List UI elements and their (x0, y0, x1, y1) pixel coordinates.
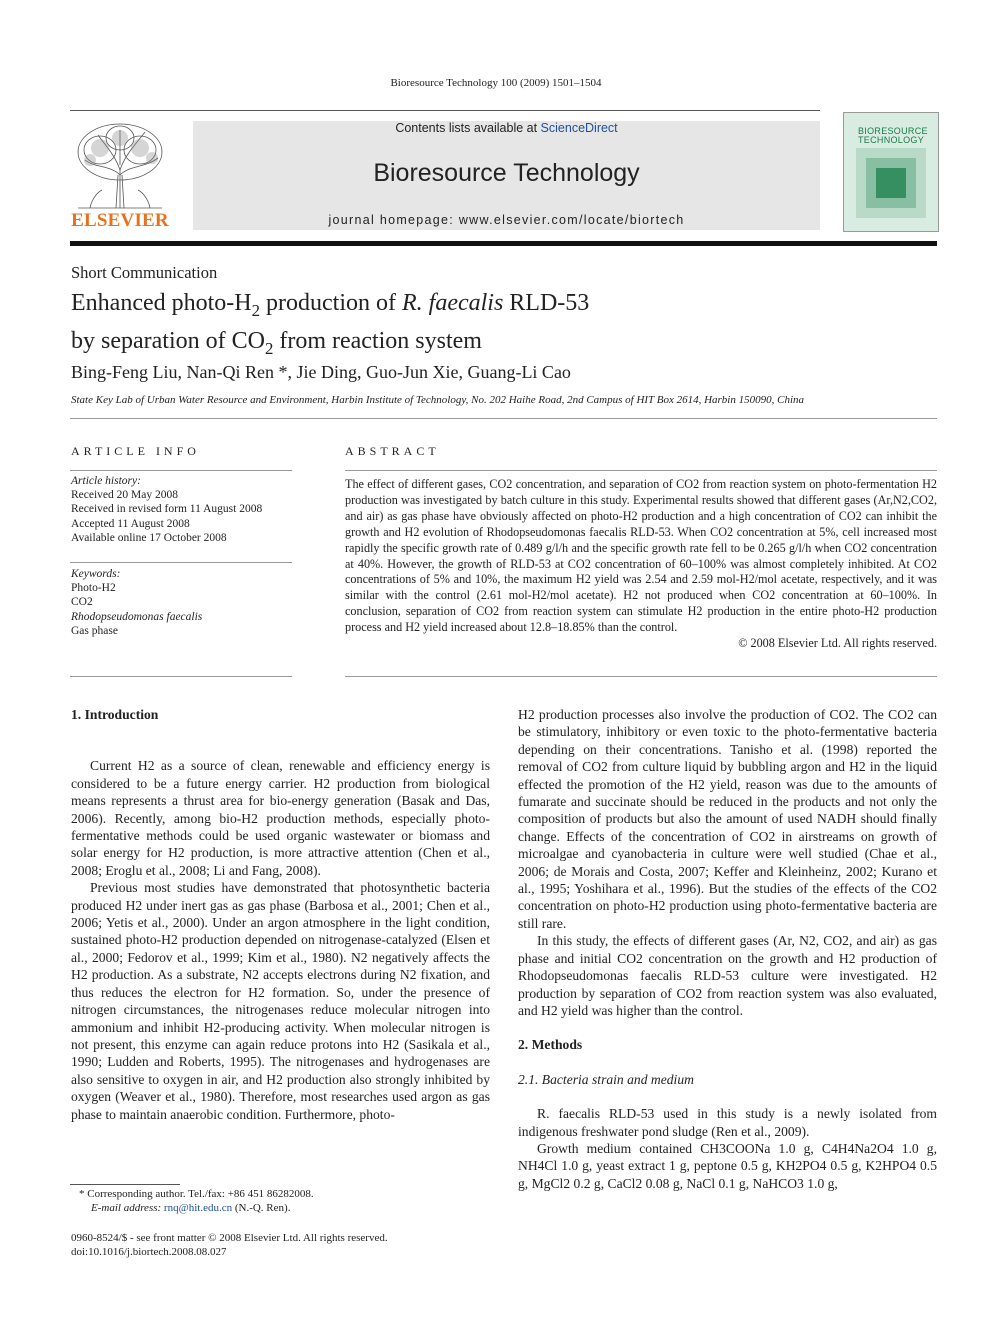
affiliation: State Key Lab of Urban Water Resource and Environment, Harbin Institute of Technology, No. 202 Haihe Road, 2nd Campus of HIT Box 2614, Harbin 150090, China (71, 394, 804, 406)
divider (70, 470, 292, 471)
cover-title: BIORESOURCE TECHNOLOGY (858, 126, 928, 145)
article-type: Short Communication (71, 263, 218, 282)
keyword: Photo-H2 (71, 582, 116, 595)
paragraph: Current H2 as a source of clean, renewable and efficiency energy is considered to be a future energy carrier. H2 production from biological means represents a thrust area for bio-energy generation (Basak and Das, 2006). Recently, among bio-H2 production methods, especially photo-fermentative methods could be used organic wastewater or biomass and solar energy for H2 production, is more attractive attention (Chen et al., 2008; Eroglu et al., 2008; Li and Fang, 2008). (71, 758, 490, 878)
email-link[interactable]: rnq@hit.edu.cn (163, 1202, 233, 1214)
contents-prefix: Contents lists available at (395, 121, 541, 135)
keyword: CO2 (71, 596, 93, 609)
journal-homepage[interactable]: journal homepage: www.elsevier.com/locate/biortech (328, 213, 685, 227)
sciencedirect-link[interactable]: ScienceDirect (540, 121, 618, 135)
footnote-rule (70, 1184, 180, 1185)
divider (70, 418, 937, 419)
article-title: Enhanced photo-$H_2$ production of R. faecalis RLD-53 by separation of $CO_2$ from reaction system (71, 290, 590, 358)
paragraph: Growth medium contained CH3COONa 1.0 g, C4H4Na2O4 1.0 g, NH4Cl 1.0 g, yeast extract 1 g, peptone 0.5 g, KH2PO4 0.5 g, K2HPO4 0.5 g, MgCl2 0.2 g, CaCl2 0.08 g, NaCl 0.1 g, NaHCO3 1.0 g, (518, 1140, 937, 1191)
elsevier-logo (70, 120, 170, 232)
paragraph: R. faecalis RLD-53 used in this study is a newly isolated from indigenous freshwater pond sludge (Ren et al., 2009). (518, 1106, 937, 1139)
abstract-body (345, 477, 937, 652)
body-column-left (71, 706, 490, 1123)
journal-cover-image (843, 112, 939, 232)
article-history: Article history: Received 20 May 2008 Received in revised form 11 August 2008 Accepted 11 August 2008 Available online 17 October 2008 (71, 475, 263, 544)
tree-icon (70, 120, 170, 212)
issn-block (71, 1231, 388, 1259)
journal-reference: Bioresource Technology 100 (2009) 1501–1504 (390, 77, 602, 89)
divider (70, 562, 292, 563)
abstract-text: The effect of different gases, CO2 concentration, and separation of CO2 from reaction system on photo-fermentation H2 production was investigated by batch culture in this study. Experimental results showed that different gases (Ar,N2,CO2, and air) as gas phase have obviously affected on photo-H2 production and a high concentration of CO2 can inhibit the growth and H2 evolution of Rhodopseudomonas faecalis RLD-53. When CO2 concentration at 5%, cell increased most rapidly the specific growth rate of 0.489 g/l/h and the specific growth rate fell to be 0.265 g/l/h when CO2 concentration at 40%. However, the growth of RLD-53 at CO2 concentration of 60–100% was almost completely inhibited. At CO2 concentrations of 5% and 10%, the maximum H2 yield was 2.54 and 2.59 mol-H2/mol acetate, respectively, and it was similar with the control (2.61 mol-H2/mol acetate). H2 not produced when CO2 concentration at 60–100%. In conclusion, separation of CO2 from reaction system can stimulate H2 production in the entire photo-H2 production process and H2 yield increased about 12.8–18.85% than the control. (345, 477, 937, 635)
header-rule (70, 110, 820, 111)
abstract-heading: ABSTRACT (345, 444, 440, 458)
journal-banner (193, 121, 820, 230)
divider (345, 470, 937, 471)
article-info-heading: ARTICLE INFO (71, 444, 200, 458)
header-thick-rule (70, 241, 937, 246)
keywords: Keywords: Photo-H2 CO2 Rhodopseudomonas faecalis Gas phase (71, 568, 203, 637)
paragraph: In this study, the effects of different gases (Ar, N2, CO2, and air) as gas phase and initial CO2 concentration on the growth and H2 production of Rhodopseudomonas faecalis RLD-53 culture were investigated. H2 production by separation of CO2 from reaction system was also evaluated, and H2 yield was higher than the control. (518, 933, 937, 1018)
paragraph: Previous most studies have demonstrated that photosynthetic bacteria produced H2 under inert gas as gas phase (Barbosa et al., 2001; Chen et al., 2006; Yetis et al., 2000). Under an argon atmosphere in the light condition, sustained photo-H2 production depended on nitrogenase-catalyzed (Elsen et al., 2000; Fedorov et al., 1999; Kim et al., 1980). N2 negatively affects the H2 production. As a substrate, N2 accepts electrons during N2 fixation, and thus reduces the electron for H2 formation. So, under the presence of nitrogen circumstances, the nitrogenases reduce molecular nitrogen into ammonium and inhibit H2-producing activity. When molecular nitrogen is not present, this enzyme can again reduce protons into H2 (Sasikala et al., 1990; Ludden and Roberts, 1995). The nitrogenases and hydrogenases are also sensitive to oxygen in air, and H2 production also strongly inhibited by oxygen (Weaver et al., 1980). Therefore, most researches used argon as gas phase to maintain anaerobic condition. Furthermore, photo- (71, 880, 490, 1122)
publisher-name: ELSEVIER (71, 210, 169, 231)
corresponding-author: * Corresponding author. Tel./fax: +86 451 86282008. (79, 1188, 314, 1200)
issn: 0960-8524/$ - see front matter © 2008 Elsevier Ltd. All rights reserved. (71, 1232, 388, 1244)
divider (345, 676, 937, 677)
section-heading: 1. Introduction (71, 707, 159, 722)
body-column-right (518, 706, 937, 1192)
contents-line (193, 121, 820, 135)
subsection-heading: 2.1. Bacteria strain and medium (518, 1071, 694, 1087)
copyright: © 2008 Elsevier Ltd. All rights reserved. (738, 636, 937, 651)
paragraph: H2 production processes also involve the production of CO2. The CO2 can be stimulatory, inhibitory or even toxic to the photo-fermentative bacteria depending on their concentrations. Tanisho et al. (1998) reported the removal of CO2 from culture liquid by bubbling argon and H2 in the liquid effected the promotion of the H2 yield, reason was due to the amounts of fumarate and succinate should be reduced in the products and not only the composition of products but also the amount of used NADH should finally change. Effects of the concentration of CO2 in airstreams on growth of microalgae and cyanobacteria in culture were well studied (Chae et al., 2006; de Morais and Costa, 2007; Keffer and Kleinheinz, 2002; Kurano et al., 1995; Yoshihara et al., 1996). But the studies of the effects of the CO2 concentration on photo-H2 production using photo-fermentative bacteria are still rare. (518, 707, 937, 931)
section-heading: 2. Methods (518, 1037, 583, 1053)
footnote: * Corresponding author. Tel./fax: +86 451 86282008. E-mail address: rnq@hit.edu.cn (N.-Q. Ren). (71, 1187, 314, 1215)
keyword: Gas phase (71, 624, 118, 637)
divider (70, 676, 292, 677)
doi: doi:10.1016/j.biortech.2008.08.027 (71, 1246, 227, 1258)
journal-name: Bioresource Technology (373, 159, 640, 187)
keyword: Rhodopseudomonas faecalis (71, 610, 203, 623)
author-list: Bing-Feng Liu, Nan-Qi Ren *, Jie Ding, Guo-Jun Xie, Guang-Li Cao (71, 362, 571, 382)
